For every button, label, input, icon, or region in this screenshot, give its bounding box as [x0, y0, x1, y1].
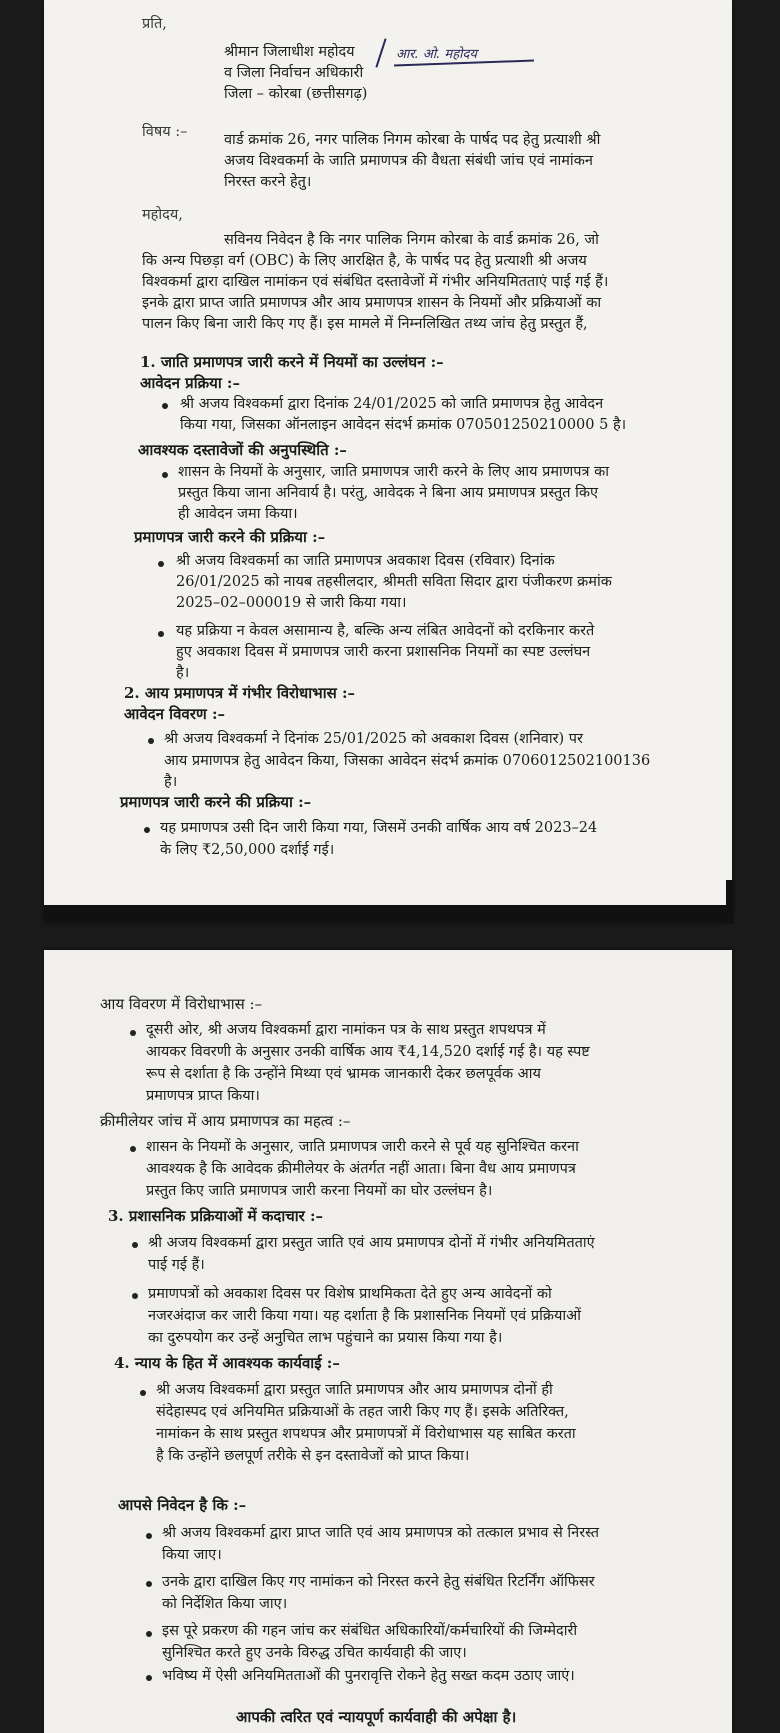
section-1-subheading: आवश्यक दस्तावेजों की अनुपस्थिति :– — [138, 441, 347, 459]
bullet-line: आवश्यक है कि आवेदक क्रीमीलेयर के अंतर्गत नहीं आता। बिना वैध आय प्रमाणपत्र — [146, 1161, 576, 1177]
addressee-line: जिला – कोरबा (छत्तीसगढ़) — [224, 86, 368, 102]
bullet-dot — [146, 1533, 152, 1539]
bullet-line: नजरअंदाज कर जारी किया गया। यह दर्शाता है कि प्रशासनिक नियमों एवं प्रक्रियाओं — [148, 1308, 581, 1324]
bullet-line: है कि उन्होंने छलपूर्ण तरीके से इन दस्तावेजों को प्राप्त किया। — [156, 1448, 470, 1464]
bullet-line: रूप से दर्शाता है कि उन्होंने मिथ्या एवं भ्रामक जानकारी देकर छलपूर्वक आय — [146, 1066, 541, 1082]
bullet-line: प्रमाणपत्रों को अवकाश दिवस पर विशेष प्राथमिकता देते हुए अन्य आवेदनों को — [148, 1286, 552, 1302]
section-4-title: 4. न्याय के हित में आवश्यक कार्यवाई :– — [114, 1354, 340, 1372]
bullet-line: प्रस्तुत किए जाति प्रमाणपत्र जारी करना नियमों का घोर उल्लंघन है। — [146, 1183, 493, 1199]
bullet-dot — [162, 472, 168, 478]
bullet-line: श्री अजय विश्वकर्मा का जाति प्रमाणपत्र अवकाश दिवस (रविवार) दिनांक — [176, 553, 555, 569]
intro-line: सविनय निवेदन है कि नगर पालिक निगम कोरबा के वार्ड क्रमांक 26, जो — [224, 232, 599, 248]
bullet-line: इस पूरे प्रकरण की गहन जांच कर संबंधित अधिकारियों/कर्मचारियों की जिम्मेदारी — [162, 1623, 578, 1639]
bullet-line: श्री अजय विश्वकर्मा द्वारा दिनांक 24/01/2025 को जाति प्रमाणपत्र हेतु आवेदन — [180, 396, 604, 412]
section-2-title: 2. आय प्रमाणपत्र में गंभीर विरोधाभास :– — [124, 684, 356, 702]
bullet-line: श्री अजय विश्वकर्मा द्वारा प्रस्तुत जाति एवं आय प्रमाणपत्र दोनों में गंभीर अनियमितताएं — [148, 1235, 595, 1251]
subject-label: विषय :– — [142, 124, 188, 140]
letter-page-1 — [44, 0, 732, 922]
handwritten-note: आर. ओ. महोदय — [396, 47, 477, 62]
bullet-line: हुए अवकाश दिवस में प्रमाणपत्र जारी करना प्रशासनिक नियमों का स्पष्ट उल्लंघन — [176, 644, 591, 660]
bullet-line: के लिए ₹2,50,000 दर्शाई गई। — [160, 842, 335, 858]
bullet-dot — [144, 827, 150, 833]
bullet-dot — [146, 1581, 152, 1587]
bullet-line: है। — [176, 665, 190, 681]
bullet-dot — [140, 1390, 146, 1396]
bullet-line: श्री अजय विश्वकर्मा द्वारा प्रस्तुत जाति प्रमाणपत्र और आय प्रमाणपत्र दोनों ही — [156, 1382, 553, 1398]
page-bottom-shadow — [44, 905, 732, 922]
intro-line: इनके द्वारा प्राप्त जाति प्रमाणपत्र और आय प्रमाणपत्र शासन के नियमों और प्रक्रियाओं का — [142, 295, 602, 311]
bullet-line: यह प्रक्रिया न केवल असामान्य है, बल्कि अन्य लंबित आवेदनों को दरकिनार करते — [176, 623, 595, 639]
closing-line: आपकी त्वरित एवं न्यायपूर्ण कार्यवाही की अपेक्षा है। — [236, 1708, 517, 1726]
bullet-line: नामांकन के साथ प्रस्तुत शपथपत्र और प्रमाणपत्रों में विरोधाभास यह साबित करता — [156, 1426, 576, 1442]
bullet-line: शासन के नियमों के अनुसार, जाति प्रमाणपत्र जारी करने के लिए आय प्रमाणपत्र का — [178, 464, 610, 480]
bullet-line: यह प्रमाणपत्र उसी दिन जारी किया गया, जिसमें उनकी वार्षिक आय वर्ष 2023–24 — [160, 820, 598, 836]
bullet-dot — [130, 1030, 136, 1036]
subheading-creamy-layer: क्रीमीलेयर जांच में आय प्रमाणपत्र का महत्व :– — [100, 1112, 351, 1130]
request-title: आपसे निवेदन है कि :– — [118, 1496, 247, 1514]
bullet-dot — [158, 631, 164, 637]
bullet-line: ही आवेदन जमा किया। — [178, 506, 298, 522]
intro-line: कि अन्य पिछड़ा वर्ग (OBC) के लिए आरक्षित है, के पार्षद पद हेतु प्रत्याशी श्री अजय — [142, 253, 587, 269]
subheading-income-contradiction: आय विवरण में विरोधाभास :– — [100, 995, 263, 1013]
bullet-line: 26/01/2025 को नायब तहसीलदार, श्रीमती सविता सिदार द्वारा पंजीकरण क्रमांक — [176, 574, 612, 590]
letter-page-2 — [44, 950, 732, 1733]
intro-line: पालन किए बिना जारी किए गए हैं। इस मामले में निम्नलिखित तथ्य जांच हेतु प्रस्तुत हैं, — [142, 316, 588, 332]
scan-edge-shadow — [726, 880, 734, 924]
bullet-line: सुनिश्चित करते हुए उनके विरुद्ध उचित कार्यवाही की जाए। — [162, 1645, 467, 1661]
bullet-dot — [158, 561, 164, 567]
bullet-dot — [146, 1631, 152, 1637]
bullet-line: आय प्रमाणपत्र हेतु आवेदन किया, जिसका आवेदन संदर्भ क्रमांक 0706012502100136 — [164, 753, 651, 769]
handwritten-slash — [375, 38, 386, 67]
bullet-line: दूसरी ओर, श्री अजय विश्वकर्मा द्वारा नामांकन पत्र के साथ प्रस्तुत शपथपत्र में — [146, 1022, 546, 1038]
bullet-dot — [130, 1146, 136, 1152]
bullet-line: 2025–02–000019 से जारी किया गया। — [176, 595, 407, 611]
bullet-dot — [146, 1675, 152, 1681]
intro-line: विश्वकर्मा द्वारा दाखिल नामांकन एवं संबंधित दस्तावेजों में गंभीर अनियमितताएं पाई गई हैं। — [142, 274, 609, 290]
section-1-subheading: प्रमाणपत्र जारी करने की प्रक्रिया :– — [134, 528, 326, 546]
bullet-line: संदेहास्पद एवं अनियमित प्रक्रियाओं के तहत जारी किए गए हैं। इसके अतिरिक्त, — [156, 1404, 569, 1420]
bullet-line: प्रमाणपत्र प्राप्त किया। — [146, 1088, 260, 1104]
bullet-line: किया जाए। — [162, 1547, 222, 1563]
bullet-line: भविष्य में ऐसी अनियमितताओं की पुनरावृत्ति रोकने हेतु सख्त कदम उठाए जाएं। — [162, 1668, 575, 1684]
bullet-line: है। — [164, 774, 178, 790]
section-1-title: 1. जाति प्रमाणपत्र जारी करने में नियमों का उल्लंघन :– — [140, 353, 444, 371]
bullet-line: आयकर विवरणी के अनुसार उनकी वार्षिक आय ₹4,14,520 दर्शाई गई है। यह स्पष्ट — [146, 1044, 590, 1060]
bullet-line: श्री अजय विश्वकर्मा ने दिनांक 25/01/2025 को अवकाश दिवस (शनिवार) पर — [164, 731, 583, 747]
section-3-title: 3. प्रशासनिक प्रक्रियाओं में कदाचार :– — [108, 1207, 324, 1225]
bullet-dot — [148, 738, 154, 744]
section-1-subheading: आवेदन प्रक्रिया :– — [140, 374, 240, 392]
subject-line: अजय विश्वकर्मा के जाति प्रमाणपत्र की वैधता संबंधी जांच एवं नामांकन — [224, 153, 593, 169]
prati-label: प्रति, — [142, 16, 167, 32]
section-2-subheading: प्रमाणपत्र जारी करने की प्रक्रिया :– — [120, 793, 312, 811]
bullet-line: श्री अजय विश्वकर्मा द्वारा प्राप्त जाति एवं आय प्रमाणपत्र को तत्काल प्रभाव से निरस्त — [162, 1525, 600, 1541]
bullet-line: को निर्देशित किया जाए। — [162, 1596, 288, 1612]
bullet-line: शासन के नियमों के अनुसार, जाति प्रमाणपत्र जारी करने से पूर्व यह सुनिश्चित करना — [146, 1139, 579, 1155]
bullet-dot — [132, 1293, 138, 1299]
bullet-line: पाई गई हैं। — [148, 1257, 205, 1273]
bullet-line: का दुरुपयोग कर उन्हें अनुचित लाभ पहुंचाने का प्रयास किया गया है। — [148, 1330, 503, 1346]
bullet-dot — [132, 1242, 138, 1248]
bullet-line: उनके द्वारा दाखिल किए गए नामांकन को निरस्त करने हेतु संबंधित रिटर्निंग ऑफिसर — [162, 1574, 595, 1590]
salutation: महोदय, — [142, 207, 183, 223]
addressee-line: व जिला निर्वाचन अधिकारी — [224, 65, 364, 81]
addressee-line: श्रीमान जिलाधीश महोदय — [224, 44, 355, 60]
subject-line: वार्ड क्रमांक 26, नगर पालिक निगम कोरबा के पार्षद पद हेतु प्रत्याशी श्री — [224, 132, 601, 148]
bullet-line: प्रस्तुत किया जाना अनिवार्य है। परंतु, आवेदक ने बिना आय प्रमाणपत्र प्रस्तुत किए — [178, 485, 599, 501]
bullet-line: किया गया, जिसका ऑनलाइन आवेदन संदर्भ क्रमांक 070501250210000 5 है। — [180, 417, 627, 433]
subject-line: निरस्त करने हेतु। — [224, 174, 312, 190]
bullet-dot — [162, 403, 168, 409]
section-2-subheading: आवेदन विवरण :– — [124, 705, 225, 723]
